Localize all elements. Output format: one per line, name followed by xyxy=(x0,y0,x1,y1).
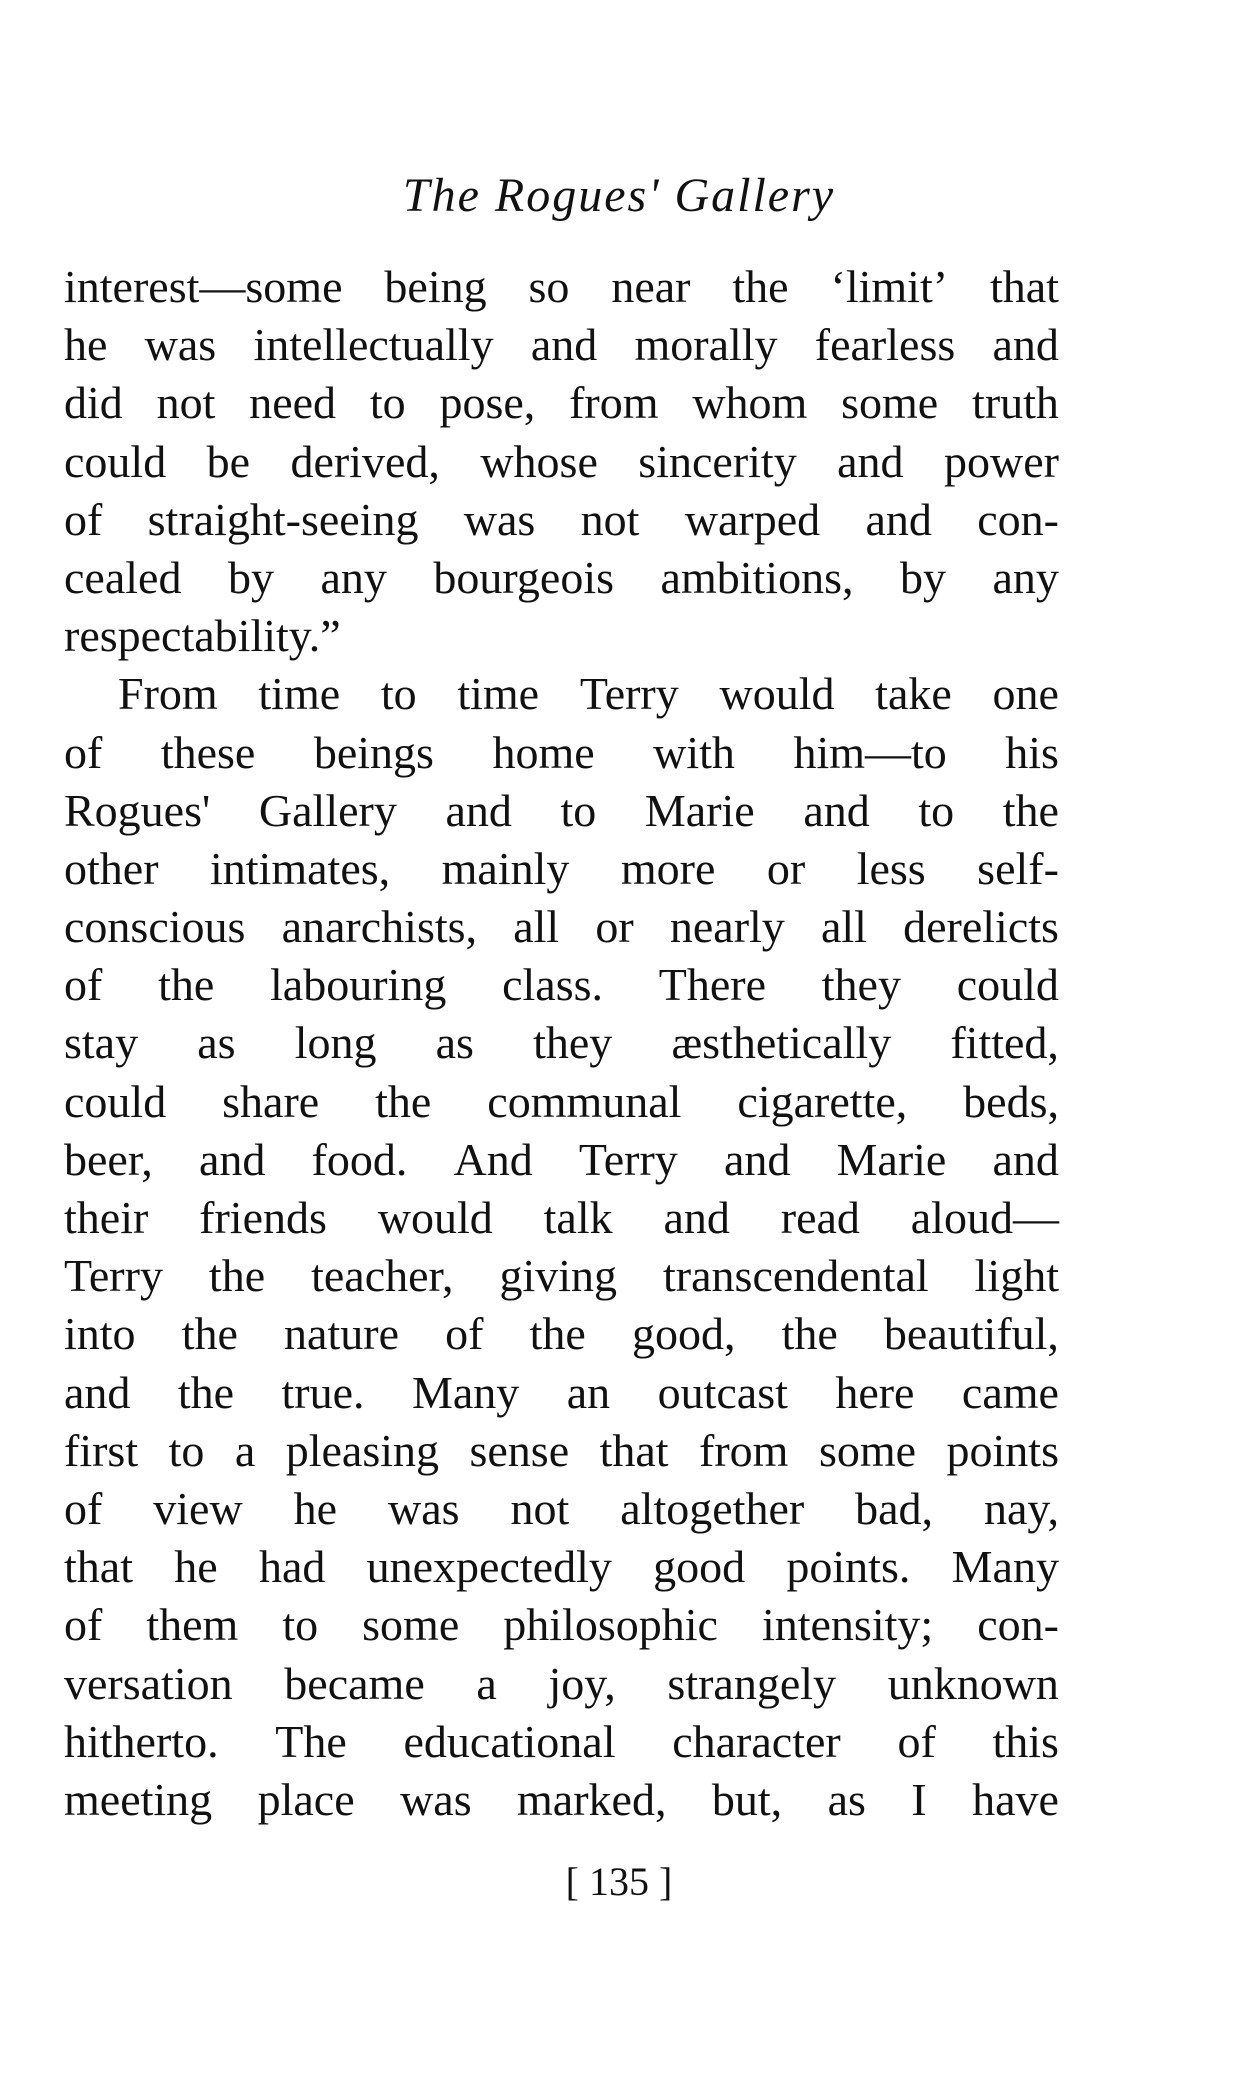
word: and xyxy=(992,1133,1059,1185)
word: Gallery xyxy=(258,784,397,836)
word: pose, xyxy=(439,377,536,429)
word: marked, xyxy=(517,1773,667,1825)
word: philosophic xyxy=(503,1599,718,1651)
word: with xyxy=(653,726,735,778)
text-line xyxy=(64,1189,1059,1247)
word: stay xyxy=(64,1017,139,1069)
word: intellectually xyxy=(253,319,494,371)
word: friends xyxy=(199,1192,327,1243)
word: near xyxy=(611,261,691,312)
word: The xyxy=(275,1715,347,1767)
word: Terry xyxy=(579,668,679,720)
page-number: [ 135 ] xyxy=(565,1859,673,1904)
word: the xyxy=(732,261,789,312)
word: conscious xyxy=(64,901,246,953)
word: meeting xyxy=(64,1773,213,1825)
word: read xyxy=(780,1192,860,1243)
word: he xyxy=(64,319,108,371)
word: truth xyxy=(972,377,1059,429)
word: intimates, xyxy=(210,842,391,894)
word: they xyxy=(821,959,901,1011)
word: he xyxy=(174,1541,218,1593)
word: of xyxy=(64,726,103,778)
word: of xyxy=(64,959,103,1011)
word: sense xyxy=(469,1424,570,1476)
word: take xyxy=(875,668,952,720)
word: character xyxy=(672,1715,841,1767)
word: Marie xyxy=(836,1133,947,1185)
word: Many xyxy=(411,1366,520,1418)
word: derived, xyxy=(290,435,440,487)
word: less xyxy=(856,842,926,894)
word: con- xyxy=(977,1599,1059,1651)
word: From xyxy=(118,668,218,720)
word: to xyxy=(168,1424,205,1476)
word: nature xyxy=(284,1308,399,1360)
word: beer, xyxy=(64,1133,153,1185)
word: nay, xyxy=(984,1482,1059,1534)
word: be xyxy=(206,435,251,487)
word: unknown xyxy=(887,1657,1059,1709)
word: came xyxy=(961,1366,1059,1418)
word: the xyxy=(177,1366,235,1418)
word: so xyxy=(528,261,570,312)
text-line xyxy=(64,1771,1059,1829)
text-line xyxy=(64,898,1059,956)
word: these xyxy=(160,726,256,778)
word: was xyxy=(400,1773,472,1825)
word: of xyxy=(64,493,103,545)
word: did xyxy=(64,377,123,429)
word: of xyxy=(897,1715,936,1767)
word: first xyxy=(64,1424,139,1476)
word: all xyxy=(513,901,560,953)
word: I xyxy=(911,1773,927,1825)
word: ambitions, xyxy=(660,551,854,603)
body-text xyxy=(64,258,1059,1829)
word: interest—some xyxy=(64,261,343,312)
text-line xyxy=(64,1364,1059,1422)
word: him—to xyxy=(793,726,947,778)
text-line xyxy=(64,1305,1059,1363)
word: aloud— xyxy=(910,1192,1059,1243)
word: whose xyxy=(480,435,598,487)
word: have xyxy=(972,1773,1059,1825)
word: but, xyxy=(711,1773,783,1825)
word: joy, xyxy=(548,1657,616,1709)
word: light xyxy=(974,1250,1059,1302)
word: from xyxy=(699,1424,789,1476)
word: the xyxy=(375,1075,432,1127)
word: There xyxy=(658,959,767,1011)
word: true. xyxy=(281,1366,365,1418)
word: unexpectedly xyxy=(366,1541,612,1593)
word: to xyxy=(380,668,417,720)
word: Terry xyxy=(64,1250,163,1302)
word: educational xyxy=(403,1715,616,1767)
word: and xyxy=(723,1133,791,1185)
word: or xyxy=(595,901,634,953)
word: Terry xyxy=(578,1133,678,1185)
word: to xyxy=(918,784,955,836)
word: all xyxy=(820,901,867,953)
word: a xyxy=(234,1424,256,1476)
word: home xyxy=(492,726,595,778)
word: could xyxy=(64,435,167,487)
word: hitherto. xyxy=(64,1715,219,1767)
word: was xyxy=(144,319,217,371)
word: into xyxy=(64,1308,136,1360)
word: Many xyxy=(951,1541,1059,1593)
word: and xyxy=(64,1366,131,1418)
word: beings xyxy=(313,726,434,778)
word: and xyxy=(865,493,932,545)
word: and xyxy=(663,1192,730,1243)
word: giving xyxy=(499,1250,618,1302)
word: his xyxy=(1005,726,1059,778)
word: communal xyxy=(487,1075,682,1127)
word: not xyxy=(156,377,216,429)
word: not xyxy=(580,493,640,545)
word: being xyxy=(384,261,487,312)
word: strangely xyxy=(667,1657,837,1709)
word: they xyxy=(533,1017,613,1069)
word: that xyxy=(599,1424,669,1476)
word: to xyxy=(369,377,406,429)
word: and xyxy=(803,784,870,836)
word: bad, xyxy=(855,1482,934,1534)
running-head: The Rogues' Gallery xyxy=(402,169,836,222)
text-line xyxy=(64,316,1059,374)
word: labouring xyxy=(270,959,447,1011)
word: versation xyxy=(64,1657,233,1709)
word: of xyxy=(445,1308,484,1360)
word: and xyxy=(837,435,904,487)
word: pleasing xyxy=(285,1424,440,1476)
word: their xyxy=(64,1192,149,1243)
text-line xyxy=(64,1073,1059,1131)
word: would xyxy=(719,668,835,720)
word: share xyxy=(222,1075,320,1127)
text-line xyxy=(64,665,1059,723)
word: the xyxy=(781,1308,838,1360)
word: cigarette, xyxy=(737,1075,908,1127)
word: self- xyxy=(977,842,1059,894)
word: ‘limit’ xyxy=(830,261,949,312)
word: was xyxy=(463,493,536,545)
word: fearless xyxy=(814,319,956,371)
word: need xyxy=(249,377,337,429)
text-line xyxy=(64,1247,1059,1305)
word: and xyxy=(198,1133,266,1185)
word: derelicts xyxy=(903,901,1059,953)
word: sincerity xyxy=(638,435,797,487)
word: anarchists, xyxy=(281,901,478,953)
word: teacher, xyxy=(311,1250,454,1302)
word: points. xyxy=(786,1541,911,1593)
word: good xyxy=(653,1541,746,1593)
word: con- xyxy=(977,493,1059,545)
text-line xyxy=(64,1131,1059,1189)
word: by xyxy=(227,551,274,603)
text-line xyxy=(64,840,1059,898)
word: warped xyxy=(684,493,821,545)
text-line xyxy=(64,1655,1059,1713)
word: fitted, xyxy=(950,1017,1059,1069)
text-line xyxy=(64,1713,1059,1771)
word: to xyxy=(560,784,597,836)
word: as xyxy=(197,1017,236,1069)
word: nearly xyxy=(669,901,785,953)
text-line xyxy=(64,1422,1059,1480)
text-line xyxy=(64,724,1059,782)
word: became xyxy=(284,1657,425,1709)
word: more xyxy=(620,842,716,894)
word: the xyxy=(181,1308,238,1360)
word: as xyxy=(827,1773,866,1825)
word: not xyxy=(510,1482,570,1534)
word: bourgeois xyxy=(433,551,615,603)
word: of xyxy=(64,1599,103,1651)
word: Marie xyxy=(644,784,755,836)
text-line xyxy=(64,258,1059,316)
word: was xyxy=(388,1482,460,1534)
text-line xyxy=(64,782,1059,840)
word: from xyxy=(569,377,659,429)
word: some xyxy=(818,1424,917,1476)
word: good, xyxy=(631,1308,736,1360)
word: morally xyxy=(634,319,778,371)
word: view xyxy=(153,1482,243,1534)
word: time xyxy=(258,668,341,720)
word: intensity; xyxy=(761,1599,934,1651)
word: them xyxy=(146,1599,239,1651)
word: any xyxy=(992,551,1059,603)
word: to xyxy=(282,1599,319,1651)
word: whom xyxy=(692,377,808,429)
word: beautiful, xyxy=(883,1308,1059,1360)
word: one xyxy=(992,668,1059,720)
word: transcendental xyxy=(663,1250,929,1302)
word: place xyxy=(257,1773,355,1825)
word: had xyxy=(258,1541,326,1593)
word: mainly xyxy=(441,842,570,894)
word: the xyxy=(1002,784,1059,836)
word: a xyxy=(476,1657,497,1709)
word: could xyxy=(956,959,1059,1011)
text-line xyxy=(64,491,1059,549)
word: an xyxy=(566,1366,611,1418)
word: and xyxy=(445,784,512,836)
word: æsthetically xyxy=(671,1017,892,1069)
word: straight-seeing xyxy=(147,493,419,545)
word: points xyxy=(946,1424,1059,1476)
word: by xyxy=(900,551,946,603)
word: the xyxy=(158,959,215,1011)
word: here xyxy=(835,1366,915,1418)
word: And xyxy=(453,1133,533,1185)
word: other xyxy=(64,842,159,894)
word: some xyxy=(841,377,939,429)
word: he xyxy=(293,1482,338,1534)
word: food. xyxy=(311,1133,408,1185)
word: cealed xyxy=(64,551,182,603)
word: long xyxy=(294,1017,377,1069)
word: the xyxy=(529,1308,586,1360)
word: this xyxy=(992,1715,1059,1767)
word: as xyxy=(435,1017,474,1069)
word: and xyxy=(530,319,598,371)
word: that xyxy=(64,1541,133,1593)
word: outcast xyxy=(657,1366,788,1418)
word: power xyxy=(943,435,1059,487)
word: the xyxy=(208,1250,266,1302)
word: would xyxy=(377,1192,493,1243)
word: beds, xyxy=(963,1075,1059,1127)
text-line xyxy=(64,549,1059,607)
text-line xyxy=(64,607,1059,665)
word: respectability.” xyxy=(64,610,341,662)
text-line xyxy=(64,374,1059,432)
word: talk xyxy=(543,1192,613,1243)
text-line xyxy=(64,1538,1059,1596)
text-line xyxy=(64,1480,1059,1538)
text-line xyxy=(64,433,1059,491)
word: that xyxy=(989,261,1059,312)
word: class. xyxy=(502,959,603,1011)
text-line xyxy=(64,1596,1059,1654)
word: of xyxy=(64,1482,103,1534)
word: time xyxy=(457,668,540,720)
word: could xyxy=(64,1075,167,1127)
word: and xyxy=(992,319,1059,371)
word: some xyxy=(362,1599,460,1651)
word: Rogues' xyxy=(64,784,211,836)
word: or xyxy=(766,842,806,894)
text-line xyxy=(64,1014,1059,1072)
word: any xyxy=(320,551,387,603)
text-line xyxy=(64,956,1059,1014)
word: altogether xyxy=(620,1482,805,1534)
